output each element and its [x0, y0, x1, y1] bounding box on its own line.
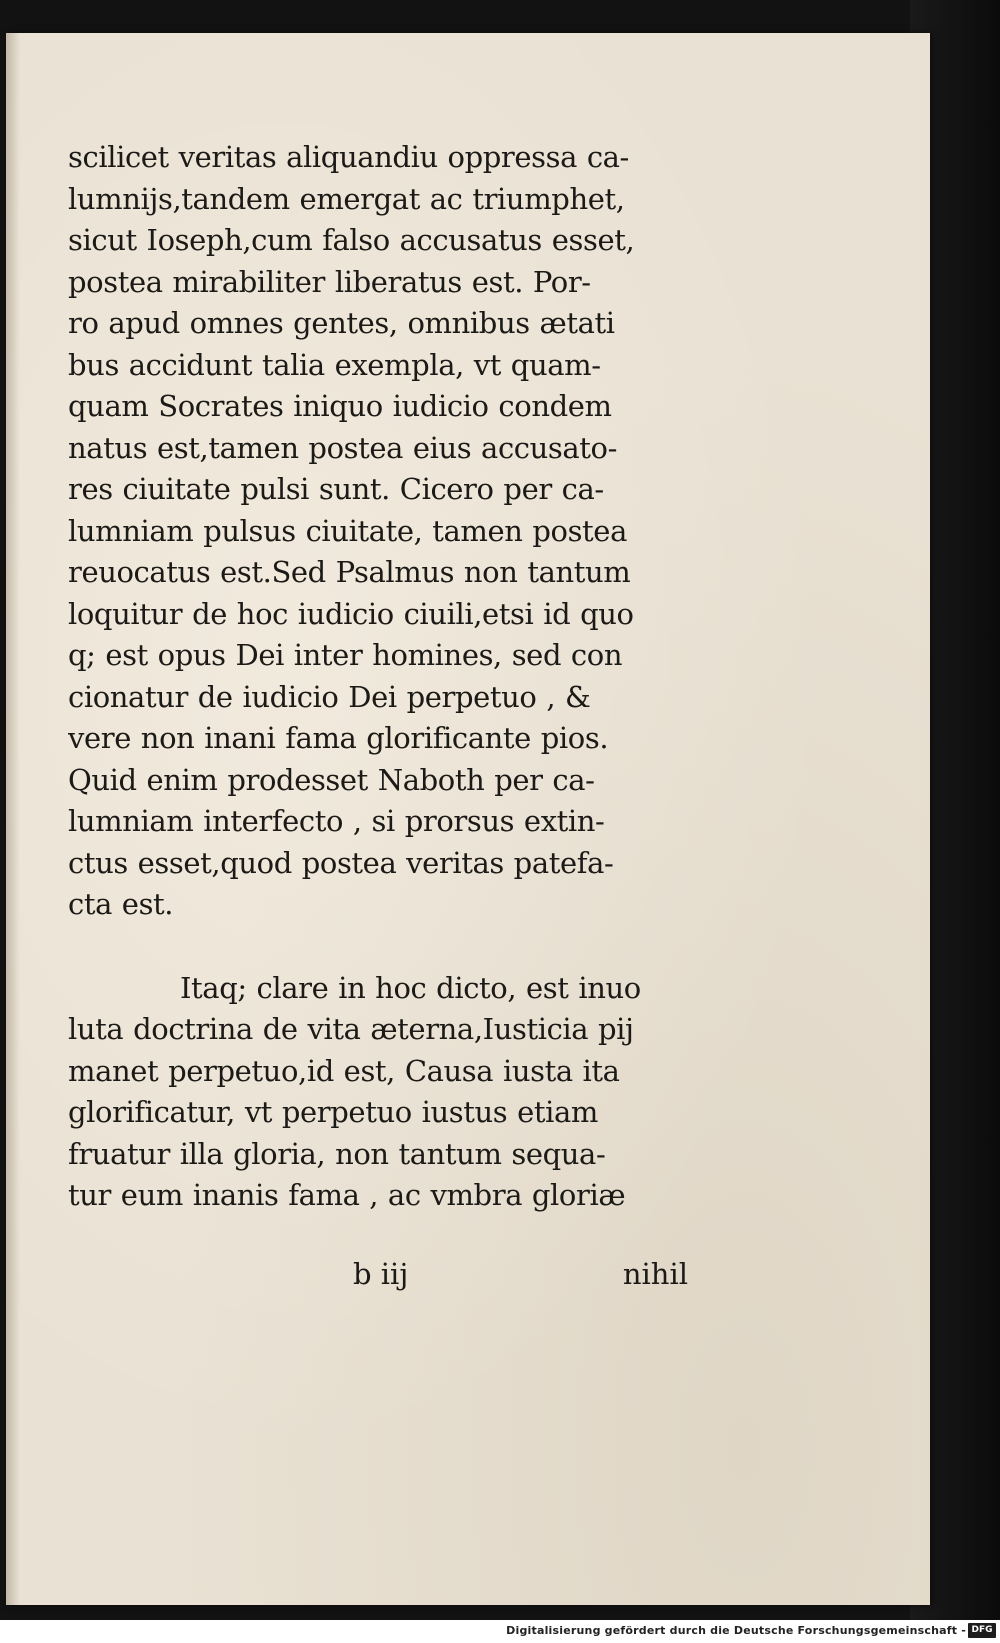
text-line: glorificatur, vt perpetuo iustus etiam [68, 1095, 598, 1129]
text-line: ro apud omnes gentes, omnibus ætati [68, 306, 615, 340]
text-line: manet perpetuo,id est, Causa iusta ita [68, 1053, 620, 1088]
text-line: res ciuitate pulsi sunt. Cicero per ca- [68, 472, 604, 506]
text-line: q; est opus Dei inter homines, sed con [68, 638, 623, 672]
book-page [6, 33, 930, 1605]
text-line: lumnijs,tandem emergat ac triumphet, [68, 181, 625, 216]
text-line: cta est. [68, 887, 174, 921]
signature-mark: b iij [353, 1257, 409, 1291]
text-line: lumniam pulsus ciuitate, tamen postea [68, 513, 627, 548]
dfg-logo: DFG [968, 1623, 996, 1638]
text-line: tur eum inanis fama , ac vmbra gloriæ [68, 1178, 626, 1212]
text-line: loquitur de hoc iudicio ciuili,etsi id quo [68, 596, 634, 631]
text-line: cionatur de iudicio Dei perpetuo , & [68, 679, 591, 714]
footer-credit: Digitalisierung gefördert durch die Deutsche Forschungsgemeinschaft - [506, 1624, 966, 1637]
text-line: reuocatus est.Sed Psalmus non tantum [68, 555, 631, 589]
text-line: bus accidunt talia exempla, vt quam- [68, 347, 601, 382]
text-line: postea mirabiliter liberatus est. Por- [68, 264, 591, 299]
text-line: sicut Ioseph,cum falso accusatus esset, [68, 223, 635, 257]
text-block [68, 137, 688, 1217]
footer [0, 1620, 1000, 1643]
paragraph-gap [68, 926, 688, 968]
text-line: natus est,tamen postea eius accusato- [68, 430, 617, 465]
text-line: fruatur illa gloria, non tantum sequa- [68, 1136, 606, 1171]
text-line: scilicet veritas aliquandiu oppressa ca- [68, 140, 629, 174]
text-line: vere non inani fama glorificante pios. [68, 721, 609, 755]
catchword: nihil [622, 1257, 688, 1291]
signature-line [68, 1257, 688, 1299]
text-line: ctus esset,quod postea veritas patefa- [68, 845, 614, 880]
text-line: Quid enim prodesset Naboth per ca- [68, 762, 595, 797]
text-line: lumniam interfecto , si prorsus extin- [68, 804, 605, 838]
text-line: Itaq; clare in hoc dicto, est inuo [180, 970, 641, 1005]
text-line: luta doctrina de vita æterna,Iusticia pij [68, 1012, 634, 1046]
text-line: quam Socrates iniquo iudicio condem [68, 389, 612, 423]
